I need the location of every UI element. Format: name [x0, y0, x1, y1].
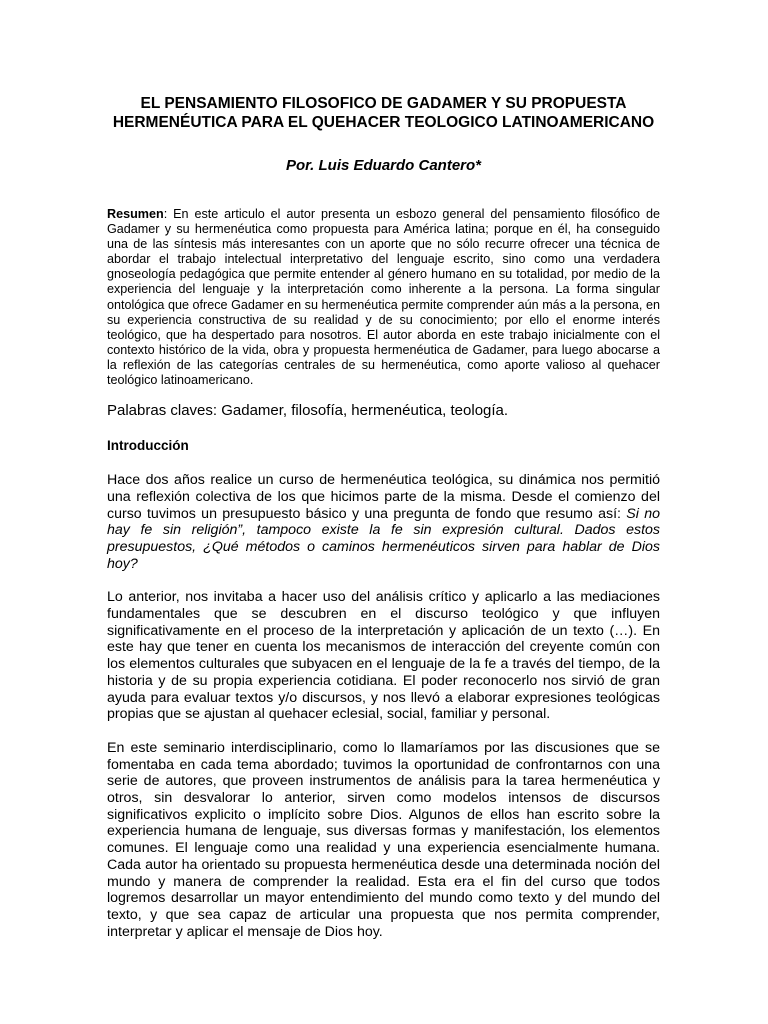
- keywords: Palabras claves: Gadamer, filosofía, hermenéutica, teología.: [107, 402, 509, 420]
- author-line: Por. Luis Eduardo Cantero*: [285, 157, 482, 174]
- document-title: [107, 94, 660, 132]
- abstract-label: Resumen: [107, 207, 164, 221]
- section-title-introduccion: Introducción: [107, 438, 189, 454]
- title-line-2: HERMENÉUTICA PARA EL QUEHACER TEOLOGICO LATINOAMERICANO: [112, 114, 655, 131]
- abstract-text: : En este articulo el autor presenta un esbozo general del pensamiento filosófico de Gadamer y su hermenéutica como propuesta para América latina; porque en él, ha conseguido una de las síntesis más interesantes con un aporte que no sólo recurre ofrecer una técnica de abordar el trabajo intelectual interpretativo del lenguaje escrito, sino como una verdadera gnoseología pedagógica que permite entender al género humano en su totalidad, por medio de la experiencia del lenguaje y la interpretación como inherente a la persona. La forma singular ontológica que ofrece Gadamer en su hermenéutica permite comprender aún más a la persona, en su experiencia constructiva de su realidad y de su conocimiento; por ello el enorme interés teológico, que ha despertado para nosotros. El autor aborda en este trabajo inicialmente con el contexto histórico de la vida, obra y propuesta hermenéutica de Gadamer, para luego abocarse a la reflexión de las categorías centrales de su hermenéutica, como aporte valioso al quehacer teológico latinoamericano.: [107, 207, 660, 388]
- paragraph-3: En este seminario interdisciplinario, como lo llamaríamos por las discusiones que se fomentaba en cada tema abordado; tuvimos la oportunidad de confrontarnos con una serie de autores, que proveen instrumentos de análisis para la tarea hermenéutica y otros, sin desvalorar lo anterior, sirven como modelos intensos de discursos significativos explicito o implícito sobre Dios. Algunos de ellos han escrito sobre la experiencia humana de lenguaje, sus diversas formas y manifestación, los elementos comunes. El lenguaje como una realidad y una experiencia esencialmente humana. Cada autor ha orientado su propuesta hermenéutica desde una determinada noción del mundo y manera de comprender la realidad. Esta era el fin del curso que todos logremos desarrollar un mayor entendimiento del mundo como texto y del mundo del texto, y que sea capaz de articular una propuesta que nos permita comprender, interpretar y aplicar el mensaje de Dios hoy.: [107, 739, 660, 940]
- paragraph-2: Lo anterior, nos invitaba a hacer uso del análisis crítico y aplicarlo a las mediaciones fundamentales que se descubren en el discurso teológico y que influyen significativamente en el proceso de la interpretación y aplicación de un texto (…). En este hay que tener en cuenta los mecanismos de interacción del creyente común con los elementos culturales que subyacen en el lenguaje de la fe a través del tiempo, de la historia y de su propia experiencia cotidiana. El poder reconocerlo nos sirvió de gran ayuda para evaluar textos y/o discursos, y nos llevó a elaborar expresiones teológicas propias que se ajustan al quehacer eclesial, social, familiar y personal.: [107, 589, 660, 723]
- paragraph-1-text: Hace dos años realice un curso de hermenéutica teológica, su dinámica nos permitió una reflexión colectiva de los que hicimos parte de la misma. Desde el comienzo del curso tuvimos un presupuesto básico y una pregunta de fondo que resumo así:: [107, 472, 660, 522]
- title-line-1: EL PENSAMIENTO FILOSOFICO DE GADAMER Y SU PROPUESTA: [140, 95, 627, 112]
- paragraph-1-italic-question: Si no hay fe sin religión”, tampoco existe la fe sin expresión cultural. Dados estos presupuestos, ¿Qué métodos o caminos hermenéuticos sirven para hablar de Dios hoy?: [107, 505, 660, 572]
- paragraph-1: [107, 472, 660, 572]
- abstract: [107, 207, 660, 388]
